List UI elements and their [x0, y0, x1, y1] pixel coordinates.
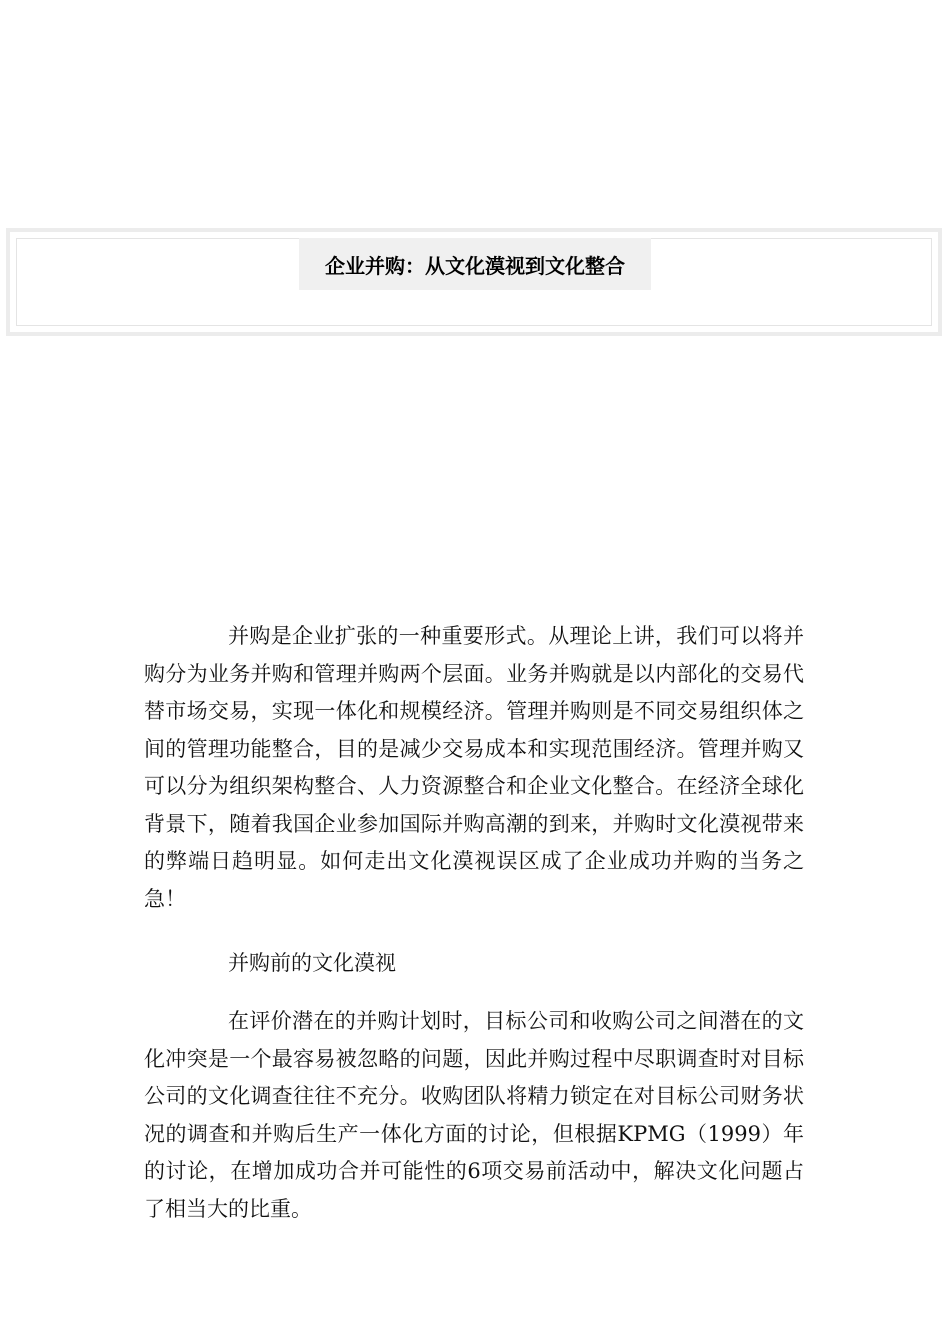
section-heading: 并购前的文化漠视 [228, 951, 396, 975]
body-paragraph-evaluation: 在评价潜在的并购计划时，目标公司和收购公司之间潜在的文化冲突是一个最容易被忽略的问题，因此并购过程中尽职调查时对目标公司的文化调查往往不充分。收购团队将精力锁定在对目标公司财务状况的调查和并购后生产一体化方面的讨论，但根据KPMG（1999）年的讨论，在增加成功合并可能性的6项交易前活动中，解决文化问题占了相当大的比重。 [144, 1009, 804, 1221]
body-paragraph-intro: 并购是企业扩张的一种重要形式。从理论上讲，我们可以将并购分为业务并购和管理并购两个层面。业务并购就是以内部化的交易代替市场交易，实现一体化和规模经济。管理并购则是不同交易组织体之间的管理功能整合，目的是减少交易成本和实现范围经济。管理并购又可以分为组织架构整合、人力资源整合和企业文化整合。在经济全球化背景下，随着我国企业参加国际并购高潮的到来，并购时文化漠视带来的弊端日趋明显。如何走出文化漠视误区成了企业成功并购的当务之急！ [144, 624, 804, 911]
document-title-box [299, 238, 651, 290]
document-title: 企业并购：从文化漠视到文化整合 [325, 253, 625, 278]
